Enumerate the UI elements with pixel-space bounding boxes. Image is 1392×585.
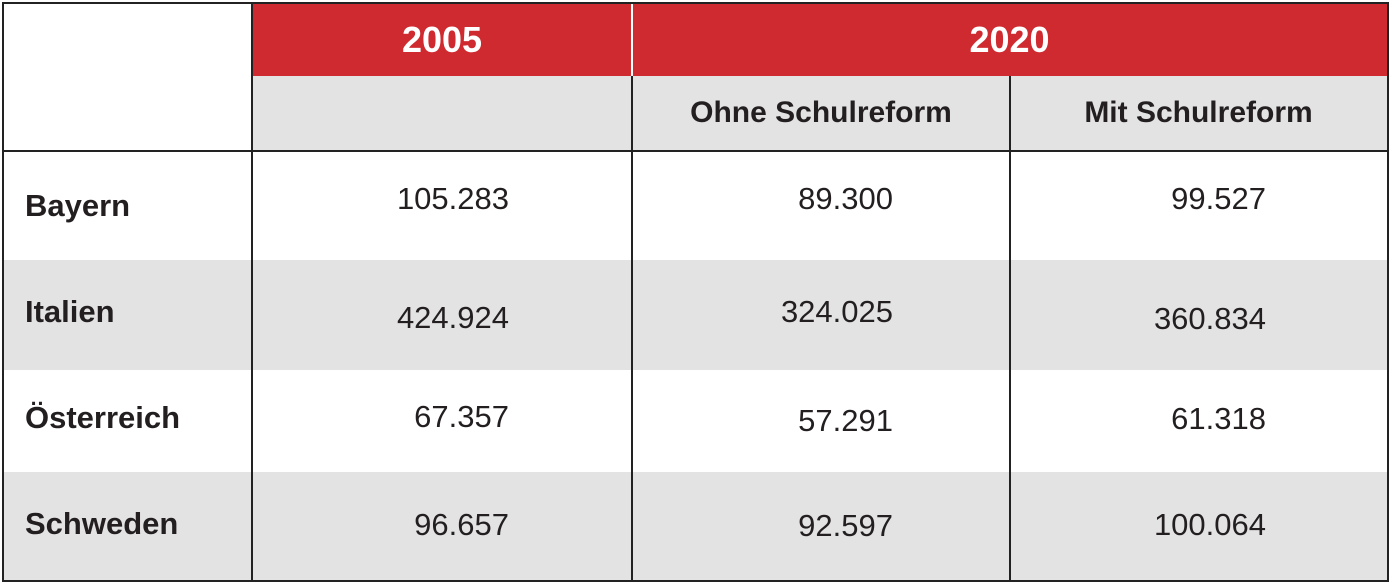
- header-2005-label: 2005: [401, 19, 483, 60]
- cell-oesterreich-mit: 61.318: [1171, 401, 1266, 436]
- cell-oesterreich-ohne: 57.291: [798, 403, 893, 438]
- subheader-mit-label: Mit Schulreform: [1084, 96, 1313, 129]
- grid-line-h1: [4, 150, 1387, 152]
- row-label-text: Österreich: [25, 400, 181, 435]
- cell-schweden-ohne: 92.597: [798, 508, 893, 543]
- row-label-text: Schweden: [25, 506, 179, 541]
- cell-italien-2005: 424.924: [396, 300, 509, 335]
- row-label-schweden: [4, 472, 252, 576]
- cell-oesterreich-2005: 67.357: [414, 399, 509, 434]
- subheader-mit-schulreform: [1010, 76, 1387, 150]
- cell-bayern-mit: 99.527: [1171, 181, 1266, 216]
- row-label-text: Bayern: [25, 188, 131, 223]
- subheader-ohne-label: Ohne Schulreform: [690, 96, 952, 129]
- cell-schweden-2005: 96.657: [414, 507, 509, 542]
- data-table: [2, 2, 1389, 582]
- row-label-oesterreich: [4, 366, 252, 470]
- cell-italien-mit: 360.834: [1153, 301, 1266, 336]
- header-2005: [252, 4, 632, 76]
- row-label-bayern: [4, 152, 252, 260]
- cell-bayern-2005: 105.283: [396, 181, 509, 216]
- header-2020: [632, 4, 1387, 76]
- row-label-text: Italien: [25, 294, 115, 329]
- subheader-ohne-schulreform: [632, 76, 1010, 150]
- header-2020-label: 2020: [969, 19, 1050, 60]
- grid-line-v1: [251, 4, 253, 580]
- grid-line-v2-white: [631, 4, 633, 76]
- cell-bayern-ohne: 89.300: [798, 181, 893, 216]
- row-label-italien: [4, 260, 252, 364]
- cell-schweden-mit: 100.064: [1153, 507, 1266, 542]
- cell-italien-ohne: 324.025: [780, 294, 893, 329]
